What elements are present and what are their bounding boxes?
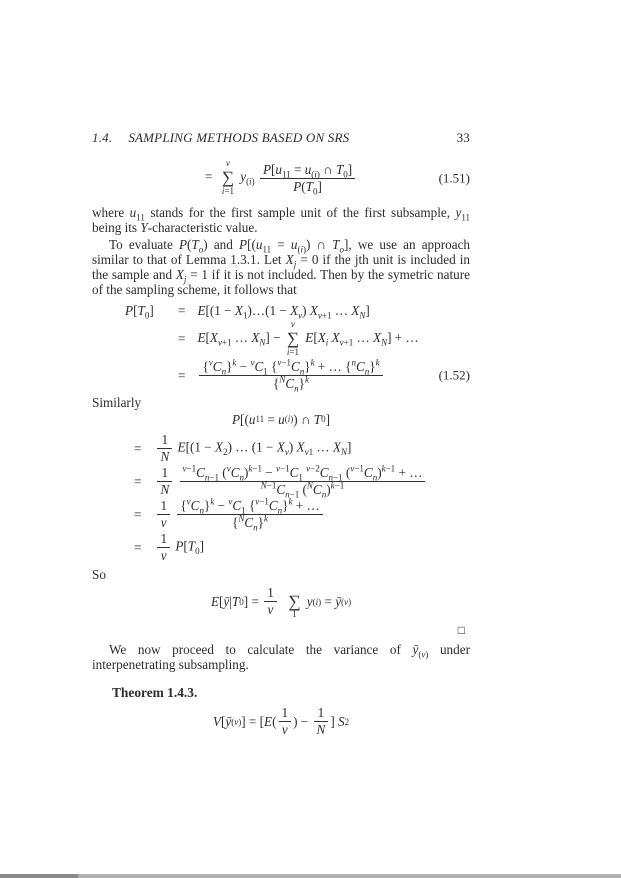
similarly-row-3 [92, 496, 470, 533]
page-number: 33 [456, 130, 470, 145]
eq-rhs: $E[(1 - X_1)\dots(1 - X_\nu)$ $X_{\nu+1}$ … $X_N$] [197, 303, 370, 321]
equation-number-1-52: (1.52) [438, 367, 470, 383]
similarly-label: Similarly [92, 394, 142, 410]
equals-sign: = [134, 440, 142, 456]
equals-sign: = [178, 303, 186, 318]
scrollbar-track[interactable] [0, 874, 621, 878]
qed-symbol: □ [457, 623, 465, 638]
equals-sign: = [178, 331, 186, 347]
eq-rhs: $E[X_{\nu+1}$ … $X_N$] − ν ∑ i=1 $E[X_i$ $X_{\nu+1}$ … $X_N$] + … [197, 319, 419, 357]
section-title: SAMPLING METHODS BASED ON SRS [128, 130, 350, 145]
eq-lhs: $P[T_0]$ [125, 303, 154, 321]
equation-1-51-body: = ν ∑ i=1 $y_{(i)}$ $\frac{P[u_{11} = u_{(i)} \cap T_0]}{P(T_0]}$ [205, 159, 357, 197]
paragraph-where: where $u_{11}$ stands for the first sample unit of the first subsample, $y_{11}$ being its Y-characteristic value. [92, 205, 470, 235]
eq-rhs: $\{^\nu C_n\}^k - ^\nu C_1$ $\{^{\nu-1}C_n\}^k$ + … $\{^nC_n\}^k$ $\{^NC_n\}^k$ [197, 360, 384, 391]
eq-rhs: $\frac{1}{N}$ $E[(1 - X_2)$ … $(1 - X_\nu)$ $X_{\nu 1}$ … $X_N$] [155, 433, 351, 464]
scrollbar-thumb[interactable] [0, 874, 78, 878]
similarly-equation-block [92, 433, 470, 563]
page-content [92, 130, 470, 737]
similarly-row-1 [92, 433, 470, 464]
section-number: 1.4. [92, 130, 113, 145]
similarly-head-equation: P [( u 11 = u (i) ) ∩ T 0 ] [231, 411, 331, 427]
theorem-variance-equation: V [ ȳ (ν) ] = [ E ( 1 ν ) − 1 N ] S 2 [212, 705, 350, 738]
similarly-row-2 [92, 463, 470, 500]
running-header [92, 130, 470, 145]
so-label: So [92, 566, 106, 582]
equals-sign: = [134, 506, 142, 522]
equals-sign: = [134, 473, 142, 489]
eq-rhs: $\frac{1}{\nu}$ $\{^\nu C_n\}^k - ^\nu C_1$ $\{^{\nu-1}C_n\}^k$ + … $\{^NC_n\}^k$ [155, 499, 324, 530]
equation-number-1-51: (1.51) [438, 170, 470, 186]
equation-1-52-row-1 [92, 303, 470, 321]
equation-block-1-52 [92, 303, 470, 394]
equation-1-51 [92, 155, 470, 201]
theorem-label: Theorem 1.4.3. [112, 685, 198, 701]
eq-rhs: $\frac{1}{N}$ $^{\nu-1}C_{n-1}$ $(^\nu C_n)^{k-1} - ^{\nu-1}C_1$ $^{\nu-2}C_{n-1}$ $(^{\nu-1}C_n)^{k-1}$ + … $^{N-1}C_{n-1}$ $(^NC_n)^{k-1}$ [155, 466, 427, 497]
header-left [92, 130, 349, 145]
conditional-expectation-equation: E [ ȳ | T 0 ] = 1 ν ∑ 1 y (i) = ȳ (ν) [210, 585, 352, 620]
horizontal-scrollbar[interactable] [0, 874, 621, 878]
equals-sign: = [134, 539, 142, 555]
paragraph-evaluate: To evaluate $P(T_o)$ and $P[(u_{11} = u_{(i)})$ ∩ $T_o$], we use an approach similar to that of Lemma 1.3.1. Let $X_j = 0$ if the jth unit is included in the sample and $X_j = 1$ if it is not included. Then by the symetric nature of the sampling scheme, it follows that [92, 237, 471, 297]
eq-rhs: $\frac{1}{\nu}$ $P[T_0]$ [155, 532, 204, 563]
similarly-row-4 [92, 532, 470, 563]
equation-1-52-row-2 [92, 320, 470, 358]
equals-sign: = [178, 367, 186, 383]
equation-1-52-row-3 [92, 357, 470, 394]
paragraph-proceed: We now proceed to calculate the variance of $ȳ_{(\nu)}$ under interpenetrating subsampling. [92, 642, 470, 673]
